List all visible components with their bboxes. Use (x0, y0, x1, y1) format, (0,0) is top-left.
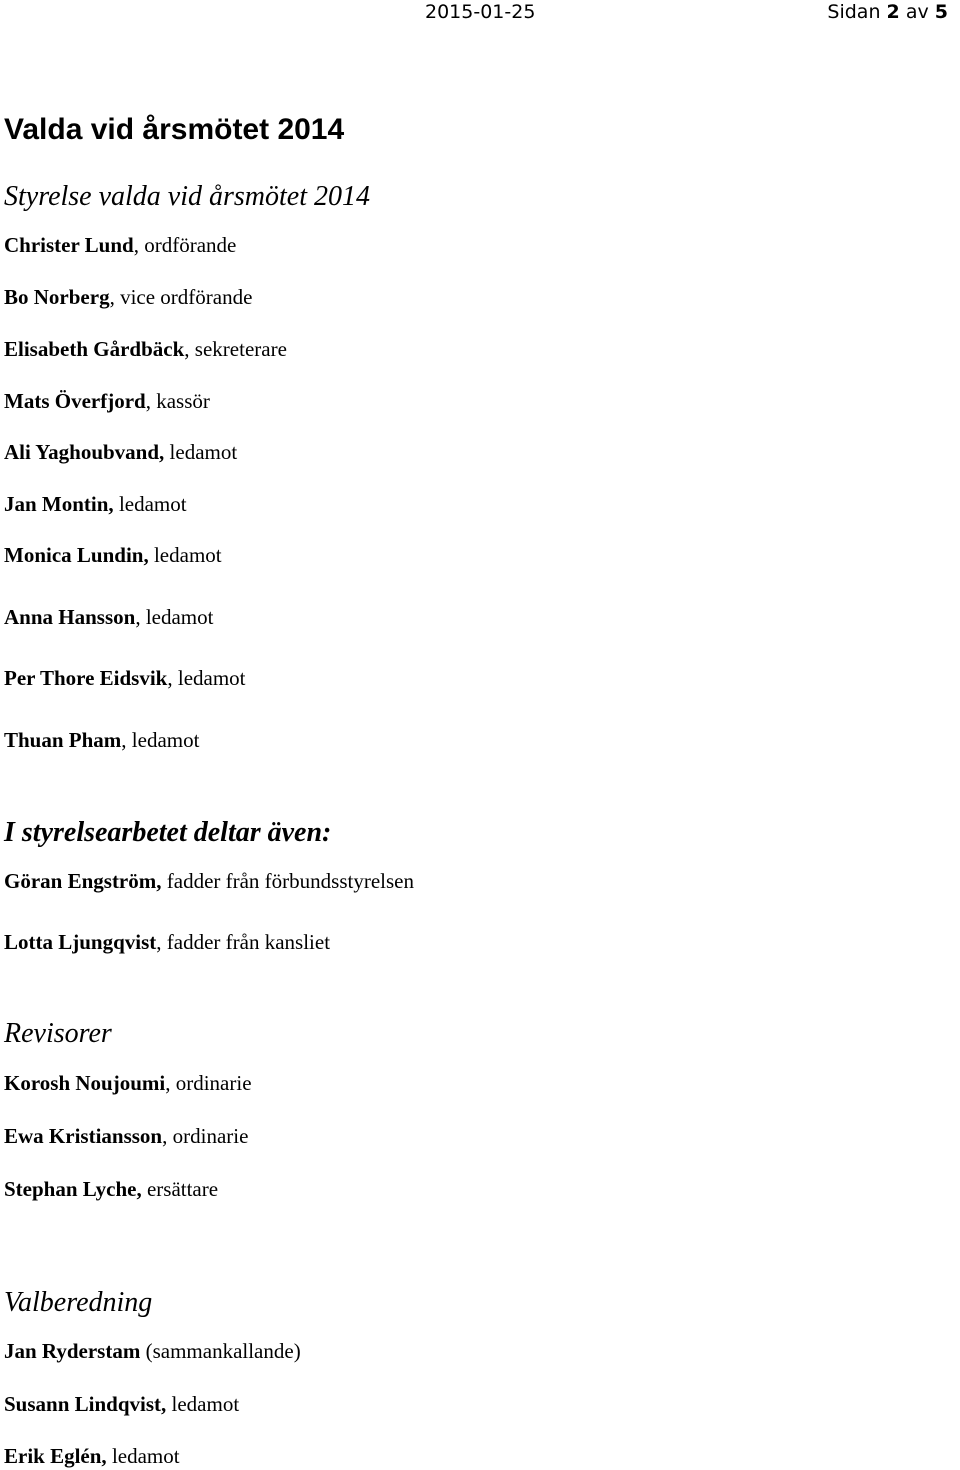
member-name: Lotta Ljungqvist (4, 930, 157, 954)
member-role: , ordinarie (162, 1124, 249, 1148)
member-role: ledamot (166, 1392, 240, 1416)
member-name: Göran Engström, (4, 869, 162, 893)
member-name: Monica Lundin, (4, 543, 149, 567)
member-role: , ordinarie (165, 1071, 252, 1095)
member-name: Erik Eglén, (4, 1444, 107, 1468)
member-role: ersättare (141, 1177, 219, 1201)
member-role: , sekreterare (184, 337, 287, 361)
member-name: Anna Hansson (4, 605, 136, 629)
member-role: ledamot (148, 543, 222, 567)
also-heading: I styrelsearbetet deltar även: (4, 817, 332, 848)
board-member (4, 439, 237, 465)
member-name: Ewa Kristiansson (4, 1124, 163, 1148)
member-role: , kassör (145, 389, 210, 413)
member-role: , ledamot (135, 605, 214, 629)
member-name: Susann Lindqvist, (4, 1392, 167, 1416)
page-current: 2 (886, 1, 900, 23)
board-member (4, 604, 213, 630)
board-member (4, 727, 199, 753)
header-date: 2015-01-25 (425, 1, 536, 23)
page-title: Valda vid årsmötet 2014 (4, 113, 345, 146)
member-role: fadder från förbundsstyrelsen (161, 869, 414, 893)
member-name: Elisabeth Gårdbäck (4, 337, 185, 361)
member-name: Ali Yaghoubvand, (4, 440, 165, 464)
member-name: Thuan Pham (4, 728, 122, 752)
member-role: , ordförande (133, 233, 237, 257)
member-role: (sammankallande) (140, 1339, 301, 1363)
board-member (4, 665, 246, 691)
also-member (4, 868, 414, 894)
member-role: ledamot (106, 1444, 180, 1468)
member-role: , vice ordförande (109, 285, 253, 309)
member-name: Jan Ryderstam (4, 1339, 141, 1363)
member-name: Jan Montin, (4, 492, 114, 516)
board-member (4, 284, 252, 310)
board-member (4, 542, 222, 568)
page-sep: av (905, 1, 929, 23)
member-role: , fadder från kansliet (156, 930, 331, 954)
member-name: Bo Norberg (4, 285, 110, 309)
board-member (4, 232, 236, 258)
board-heading: Styrelse valda vid årsmötet 2014 (4, 181, 371, 212)
board-member (4, 336, 287, 362)
member-name: Mats Överfjord (4, 389, 146, 413)
nomination-member (4, 1443, 180, 1469)
board-member (4, 491, 187, 517)
nomination-member (4, 1391, 239, 1417)
member-name: Korosh Noujoumi (4, 1071, 166, 1095)
nomination-member (4, 1338, 301, 1364)
member-name: Stephan Lyche, (4, 1177, 142, 1201)
nomination-heading: Valberedning (4, 1287, 153, 1318)
member-role: ledamot (164, 440, 238, 464)
member-name: Christer Lund (4, 233, 134, 257)
member-role: , ledamot (121, 728, 200, 752)
auditors-heading: Revisorer (4, 1018, 112, 1049)
auditor (4, 1123, 248, 1149)
page-prefix: Sidan (827, 1, 881, 23)
board-member (4, 388, 210, 414)
auditor (4, 1176, 218, 1202)
page-total: 5 (934, 1, 948, 23)
member-name: Per Thore Eidsvik (4, 666, 168, 690)
page-number (827, 0, 948, 24)
also-member (4, 929, 330, 955)
member-role: ledamot (113, 492, 187, 516)
member-role: , ledamot (167, 666, 246, 690)
auditor (4, 1070, 252, 1096)
